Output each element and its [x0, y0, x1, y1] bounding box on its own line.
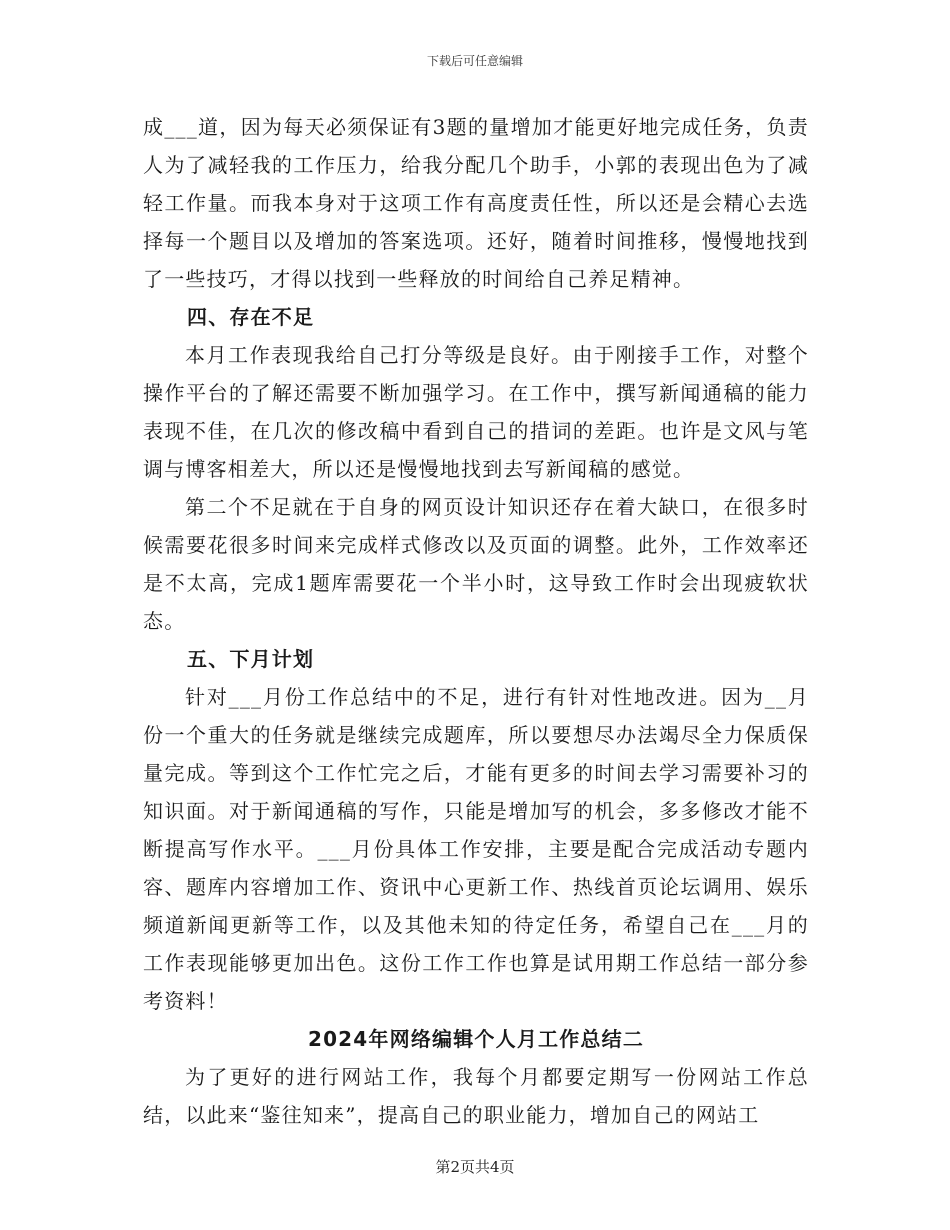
- section-heading-next-month-plan: 五、下月计划: [187, 647, 315, 671]
- page-number: 第2页共4页: [435, 1158, 515, 1176]
- document-title-part-two: 2024年网络编辑个人月工作总结二: [307, 1027, 645, 1051]
- paragraph-part-two-intro: 为了更好的进行网站工作，我每个月都要定期写一份网站工作总结，以此来“鉴往知来”，提高自己的职业能力，增加自己的网站工: [143, 1065, 809, 1127]
- paragraph-continued: 成___道，因为每天必须保证有3题的量增加才能更好地完成任务，负责人为了减轻我的工作压力，给我分配几个助手，小郭的表现出色为了减轻工作量。而我本身对于这项工作有高度责任性，所以还是会精心去选择每一个题目以及增加的答案选项。还好，随着时间推移，慢慢地找到了一些技巧，才得以找到一些释放的时间给自己养足精神。: [143, 115, 809, 291]
- document-body: [143, 108, 809, 1134]
- paragraph-next-month-plan: 针对___月份工作总结中的不足，进行有针对性地改进。因为__月份一个重大的任务就是继续完成题库，所以要想尽办法竭尽全力保质保量完成。等到这个工作忙完之后，才能有更多的时间去学习需要补习的知识面。对于新闻通稿的写作，只能是增加写的机会，多多修改才能不断提高写作水平。___月份具体工作安排，主要是配合完成活动专题内容、题库内容增加工作、资讯中心更新工作、热线首页论坛调用、娱乐频道新闻更新等工作，以及其他未知的待定任务，希望自己在___月的工作表现能够更加出色。这份工作工作也算是试用期工作总结一部分参考资料！: [143, 685, 809, 1013]
- paragraph-shortcomings-2: 第二个不足就在于自身的网页设计知识还存在着大缺口，在很多时候需要花很多时间来完成样式修改以及页面的调整。此外，工作效率还是不太高，完成1题库需要花一个半小时，这导致工作时会出现疲软状态。: [143, 495, 809, 633]
- section-heading-shortcomings: 四、存在不足: [187, 305, 315, 329]
- paragraph-shortcomings-1: 本月工作表现我给自己打分等级是良好。由于刚接手工作，对整个操作平台的了解还需要不断加强学习。在工作中，撰写新闻通稿的能力表现不佳，在几次的修改稿中看到自己的措词的差距。也许是文风与笔调与博客相差大，所以还是慢慢地找到去写新闻稿的感觉。: [143, 343, 809, 481]
- page-header: 下载后可任意编辑: [426, 54, 523, 68]
